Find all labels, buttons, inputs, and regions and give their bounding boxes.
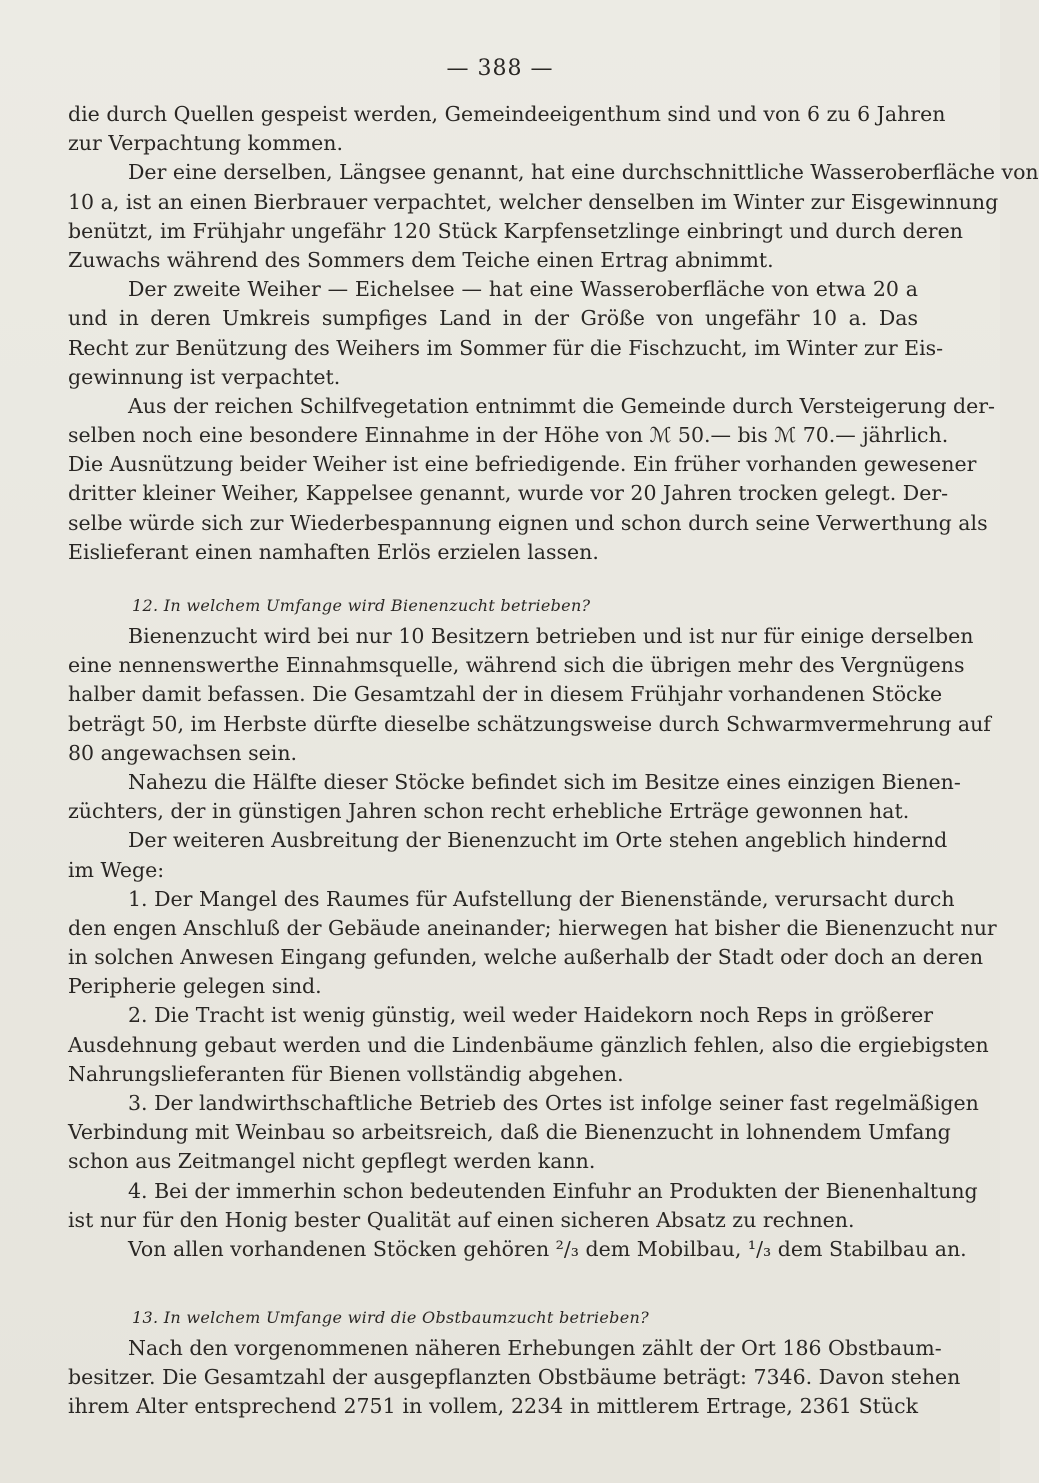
text-line: Zuwachs während des Sommers dem Teiche einen Ertrag abnimmt. bbox=[68, 247, 774, 272]
text-line: Nahezu die Hälfte dieser Stöcke befindet sich im Besitze eines einzigen Bienen- bbox=[128, 769, 961, 794]
text-line: 10 a, ist an einen Bierbrauer verpachtet, welcher denselben im Winter zur Eisgewinnung bbox=[68, 189, 999, 214]
text-line: Der eine derselben, Längsee genannt, hat eine durchschnittliche Wasseroberfläche von bbox=[128, 160, 1039, 185]
text-line: dritter kleiner Weiher, Kappelsee genannt, wurde vor 20 Jahren trocken gelegt. Der- bbox=[68, 481, 949, 506]
text-line: Aus der reichen Schilfvegetation entnimmt die Gemeinde durch Versteigerung der- bbox=[128, 393, 995, 418]
text-line: halber damit befassen. Die Gesamtzahl der in diesem Frühjahr vorhandenen Stöcke bbox=[68, 682, 943, 707]
text-line: selbe würde sich zur Wiederbespannung eignen und schon durch seine Verwerthung als bbox=[68, 510, 988, 535]
text-line: ihrem Alter entsprechend 2751 in vollem, 2234 in mittlerem Ertrage, 2361 Stück bbox=[68, 1394, 918, 1419]
paragraph-block bbox=[68, 1334, 961, 1422]
text-line: Recht zur Benützung des Weihers im Sommer für die Fischzucht, im Winter zur Eis- bbox=[68, 335, 944, 360]
text-line: Der weiteren Ausbreitung der Bienenzucht im Orte stehen angeblich hindernd bbox=[128, 828, 948, 853]
text-line: Verbindung mit Weinbau so arbeitsreich, daß die Bienenzucht in lohnendem Umfang bbox=[68, 1120, 951, 1145]
text-line: 4. Bei der immerhin schon bedeutenden Einfuhr an Produkten der Bienenhaltung bbox=[128, 1178, 978, 1203]
text-line: ist nur für den Honig bester Qualität auf einen sicheren Absatz zu rechnen. bbox=[68, 1207, 855, 1232]
text-line: züchters, der in günstigen Jahren schon recht erhebliche Erträge gewonnen hat. bbox=[68, 799, 910, 824]
text-line: Von allen vorhandenen Stöcken gehören ²/₃ dem Mobilbau, ¹/₃ dem Stabilbau an. bbox=[128, 1236, 967, 1261]
page-number: — 388 — bbox=[446, 56, 554, 81]
section-heading: 13. In welchem Umfange wird die Obstbaumzucht betrieben? bbox=[132, 1308, 649, 1327]
text-line: Ausdehnung gebaut werden und die Lindenbäume gänzlich fehlen, also die ergiebigsten bbox=[68, 1032, 989, 1057]
text-line: 2. Die Tracht ist wenig günstig, weil weder Haidekorn noch Reps in größerer bbox=[128, 1003, 934, 1028]
paragraph-block bbox=[68, 622, 997, 1264]
text-line: 80 angewachsen sein. bbox=[68, 740, 298, 765]
text-line: Der zweite Weiher — Eichelsee — hat eine Wasseroberfläche von etwa 20 a bbox=[128, 277, 918, 302]
text-line: schon aus Zeitmangel nicht gepflegt werden kann. bbox=[68, 1149, 596, 1174]
section-heading: 12. In welchem Umfange wird Bienenzucht betrieben? bbox=[132, 596, 591, 615]
text-line: Nach den vorgenommenen näheren Erhebungen zählt der Ort 186 Obstbaum- bbox=[128, 1336, 942, 1360]
text-line: Nahrungslieferanten für Bienen vollständig abgehen. bbox=[68, 1061, 624, 1086]
text-line: beträgt 50, im Herbste dürfte dieselbe schätzungsweise durch Schwarmvermehrung auf bbox=[68, 711, 991, 736]
text-line: Bienenzucht wird bei nur 10 Besitzern betrieben und ist nur für einige derselben bbox=[128, 624, 974, 648]
text-line: Eislieferant einen namhaften Erlös erzielen lassen. bbox=[68, 539, 599, 564]
text-line: Die Ausnützung beider Weiher ist eine befriedigende. Ein früher vorhanden gewesener bbox=[68, 452, 977, 477]
text-line: und in deren Umkreis sumpfiges Land in der Größe von ungefähr 10 a. Das bbox=[68, 306, 918, 331]
text-line: gewinnung ist verpachtet. bbox=[68, 364, 341, 389]
text-line: selben noch eine besondere Einnahme in der Höhe von ℳ 50.— bis ℳ 70.— jährlich. bbox=[68, 423, 949, 448]
text-line: 3. Der landwirthschaftliche Betrieb des Ortes ist infolge seiner fast regelmäßigen bbox=[128, 1091, 979, 1115]
text-line: den engen Anschluß der Gebäude aneinander; hierwegen hat bisher die Bienenzucht nur bbox=[68, 915, 997, 940]
text-line: in solchen Anwesen Eingang gefunden, welche außerhalb der Stadt oder doch an deren bbox=[68, 945, 984, 970]
text-line: eine nennenswerthe Einnahmsquelle, während sich die übrigen mehr des Vergnügens bbox=[68, 653, 965, 678]
text-line: im Wege: bbox=[68, 857, 165, 882]
text-line: die durch Quellen gespeist werden, Gemeindeeigenthum sind und von 6 zu 6 Jahren bbox=[68, 102, 946, 126]
text-line: benützt, im Frühjahr ungefähr 120 Stück Karpfensetzlinge einbringt und durch deren bbox=[68, 218, 963, 243]
text-line: Peripherie gelegen sind. bbox=[68, 974, 322, 999]
text-line: besitzer. Die Gesamtzahl der ausgepflanzten Obstbäume beträgt: 7346. Davon stehen bbox=[68, 1365, 961, 1390]
text-line: zur Verpachtung kommen. bbox=[68, 131, 343, 156]
text-line: 1. Der Mangel des Raumes für Aufstellung der Bienenstände, verursacht durch bbox=[128, 886, 955, 911]
paragraph-block bbox=[68, 100, 1039, 567]
